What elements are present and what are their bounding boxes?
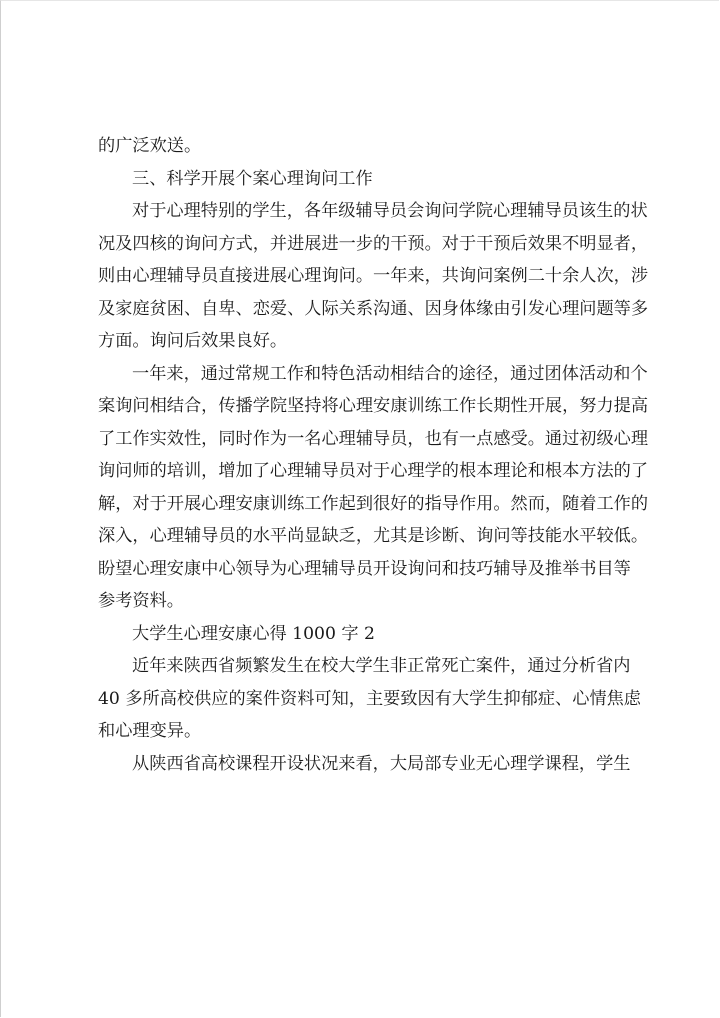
text-line: 案询问相结合，传播学院坚持将心理安康训练工作长期性开展，努力提高: [98, 396, 649, 416]
text-line: 了工作实效性，同时作为一名心理辅导员，也有一点感受。通过初级心理: [98, 428, 649, 449]
section-heading: 大学生心理安康心得 1000 字 2: [132, 623, 375, 644]
text-line: 从陕西省高校课程开设状况来看，大局部专业无心理学课程，学生: [132, 753, 631, 774]
document-body: [98, 130, 649, 780]
text-line: 则由心理辅导员直接进展心理询问。一年来，共询问案例二十余人次，涉: [98, 266, 649, 286]
text-line: 的广泛欢送。: [98, 136, 202, 156]
text-line: 深入，心理辅导员的水平尚显缺乏，尤其是诊断、询问等技能水平较低。: [98, 526, 649, 546]
text-line: 和心理变异。: [98, 721, 202, 741]
text-line: 及家庭贫困、自卑、恋爱、人际关系沟通、因身体缘由引发心理问题等多: [98, 298, 649, 319]
text-line: 一年来，通过常规工作和特色活动相结合的途径，通过团体活动和个: [132, 363, 648, 384]
text-line: 方面。询问后效果良好。: [98, 331, 288, 351]
text-line: 询问师的培训，增加了心理辅导员对于心理学的根本理论和根本方法的了: [98, 461, 649, 481]
text-line: 近年来陕西省频繁发生在校大学生非正常死亡案件，通过分析省内: [132, 656, 631, 676]
section-heading: 三、科学开展个案心理询问工作: [132, 168, 373, 189]
text-line: 40 多所高校供应的案件资料可知，主要致因有大学生抑郁症、心情焦虑: [98, 688, 641, 709]
text-line: 解，对于开展心理安康训练工作起到很好的指导作用。然而，随着工作的: [98, 493, 649, 514]
text-line: 盼望心理安康中心领导为心理辅导员开设询问和技巧辅导及推举书目等: [98, 558, 631, 579]
text-line: 况及四核的询问方式，并进展进一步的干预。对于干预后效果不明显者，: [98, 233, 649, 254]
text-line: 参考资料。: [98, 591, 184, 611]
text-line: 对于心理特别的学生，各年级辅导员会询问学院心理辅导员该生的状: [132, 201, 648, 221]
